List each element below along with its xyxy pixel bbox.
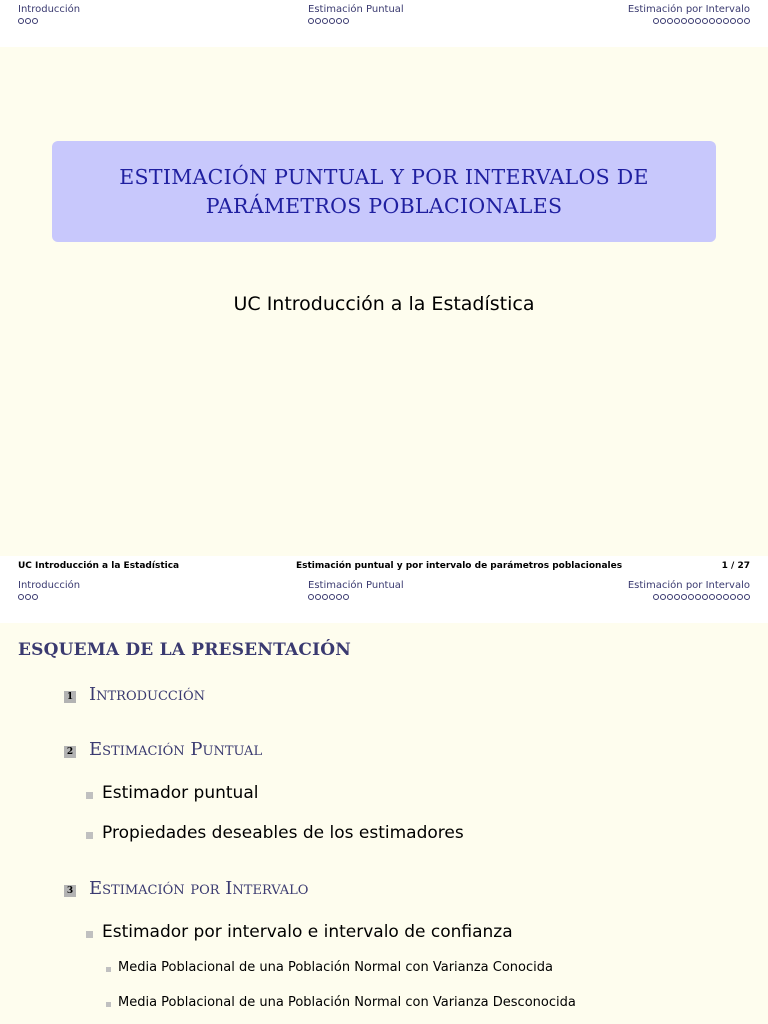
nav-section-label: Estimación por Intervalo xyxy=(627,4,750,15)
nav-section-estimacion-puntual[interactable] xyxy=(308,4,404,24)
frame-dot-icon[interactable] xyxy=(744,18,750,24)
nav-frame-dots[interactable] xyxy=(18,18,80,24)
section-navbar xyxy=(0,0,768,47)
section-number-badge: 2 xyxy=(64,746,76,758)
section-navbar xyxy=(0,576,768,623)
frame-dot-icon[interactable] xyxy=(336,18,342,24)
frame-dot-icon[interactable] xyxy=(343,594,349,600)
frame-dot-icon[interactable] xyxy=(730,594,736,600)
frame-dot-icon[interactable] xyxy=(329,18,335,24)
frame-dot-icon[interactable] xyxy=(329,594,335,600)
frame-dot-icon[interactable] xyxy=(315,594,321,600)
toc-section-title: Estimación por Intervalo xyxy=(89,878,309,899)
frame-dot-icon[interactable] xyxy=(674,594,680,600)
frame-dot-icon[interactable] xyxy=(308,18,314,24)
toc-subsection-label: Propiedades deseables de los estimadores xyxy=(102,823,464,843)
title-box xyxy=(52,141,716,242)
toc-subsection-label: Estimador puntual xyxy=(102,783,259,803)
bullet-square-icon xyxy=(86,792,93,799)
bullet-square-icon xyxy=(86,931,93,938)
nav-frame-dots[interactable] xyxy=(628,18,750,24)
section-number-badge: 1 xyxy=(64,691,76,703)
nav-section-label: Introducción xyxy=(18,580,81,591)
frame-dot-icon[interactable] xyxy=(681,594,687,600)
nav-section-estimacion-intervalo[interactable] xyxy=(628,4,750,24)
frame-dot-icon[interactable] xyxy=(716,594,722,600)
frame-dot-icon[interactable] xyxy=(32,594,38,600)
frame-dot-icon[interactable] xyxy=(730,18,736,24)
frame-dot-icon[interactable] xyxy=(18,18,24,24)
frame-dot-icon[interactable] xyxy=(322,18,328,24)
frame-dot-icon[interactable] xyxy=(702,18,708,24)
frame-dot-icon[interactable] xyxy=(709,594,715,600)
frame-dot-icon[interactable] xyxy=(723,18,729,24)
frame-dot-icon[interactable] xyxy=(18,594,24,600)
frame-dot-icon[interactable] xyxy=(25,18,31,24)
toc-subsubsection-label: Media Poblacional de una Población Normal con Varianza Conocida xyxy=(118,960,553,975)
footer-title: Estimación puntual y por intervalo de parámetros poblacionales xyxy=(296,561,623,571)
frame-dot-icon[interactable] xyxy=(737,594,743,600)
toc-subsubsection-label: Media Poblacional de una Población Normal con Varianza Desconocida xyxy=(118,995,576,1010)
nav-frame-dots[interactable] xyxy=(18,594,80,600)
footer-course: UC Introducción a la Estadística xyxy=(18,561,180,571)
frame-title: ESQUEMA DE LA PRESENTACIÓN xyxy=(18,640,352,660)
toc-subsubsection[interactable] xyxy=(106,960,553,975)
nav-section-label: Estimación Puntual xyxy=(308,580,404,591)
toc-subsubsection[interactable] xyxy=(106,995,576,1010)
frame-dot-icon[interactable] xyxy=(709,18,715,24)
outline-slide xyxy=(0,576,768,1024)
frame-dot-icon[interactable] xyxy=(660,594,666,600)
toc-section-1[interactable] xyxy=(64,684,205,705)
nav-section-estimacion-intervalo[interactable] xyxy=(628,580,750,600)
toc-subsection[interactable] xyxy=(86,922,513,942)
frame-dot-icon[interactable] xyxy=(308,594,314,600)
frame-dot-icon[interactable] xyxy=(744,594,750,600)
frame-dot-icon[interactable] xyxy=(667,594,673,600)
subtitle: UC Introducción a la Estadística xyxy=(233,293,535,315)
frame-dot-icon[interactable] xyxy=(336,594,342,600)
section-number-badge: 3 xyxy=(64,885,76,897)
footer xyxy=(0,556,768,576)
frame-dot-icon[interactable] xyxy=(315,18,321,24)
nav-frame-dots[interactable] xyxy=(628,594,750,600)
frame-dot-icon[interactable] xyxy=(322,594,328,600)
frame-dot-icon[interactable] xyxy=(737,18,743,24)
nav-section-label: Estimación Puntual xyxy=(308,4,404,15)
frame-dot-icon[interactable] xyxy=(681,18,687,24)
frame-dot-icon[interactable] xyxy=(674,18,680,24)
frame-dot-icon[interactable] xyxy=(695,18,701,24)
nav-section-label: Introducción xyxy=(18,4,81,15)
frame-dot-icon[interactable] xyxy=(688,594,694,600)
bullet-small-square-icon xyxy=(106,1002,111,1007)
frame-dot-icon[interactable] xyxy=(695,594,701,600)
bullet-small-square-icon xyxy=(106,967,111,972)
frame-dot-icon[interactable] xyxy=(660,18,666,24)
toc-subsection[interactable] xyxy=(86,823,464,843)
nav-section-estimacion-puntual[interactable] xyxy=(308,580,404,600)
frame-dot-icon[interactable] xyxy=(25,594,31,600)
toc-subsection-label: Estimador por intervalo e intervalo de confianza xyxy=(102,922,513,942)
frame-dot-icon[interactable] xyxy=(688,18,694,24)
toc-section-title: Estimación Puntual xyxy=(89,739,263,760)
frame-dot-icon[interactable] xyxy=(702,594,708,600)
footer-page-number: 1 / 27 xyxy=(721,561,750,571)
frame-dot-icon[interactable] xyxy=(667,18,673,24)
nav-section-introduccion[interactable] xyxy=(18,4,80,24)
nav-section-label: Estimación por Intervalo xyxy=(627,580,750,591)
toc-subsection[interactable] xyxy=(86,783,258,803)
toc-section-title: Introducción xyxy=(89,684,206,705)
title-line: PARÁMETROS POBLACIONALES xyxy=(205,193,563,218)
nav-frame-dots[interactable] xyxy=(308,594,404,600)
frame-dot-icon[interactable] xyxy=(716,18,722,24)
frame-dot-icon[interactable] xyxy=(723,594,729,600)
nav-frame-dots[interactable] xyxy=(308,18,404,24)
title-line: ESTIMACIÓN PUNTUAL Y POR INTERVALOS DE xyxy=(119,164,649,189)
toc-section-3[interactable] xyxy=(64,878,308,899)
frame-dot-icon[interactable] xyxy=(653,594,659,600)
frame-dot-icon[interactable] xyxy=(343,18,349,24)
bullet-square-icon xyxy=(86,832,93,839)
toc-section-2[interactable] xyxy=(64,739,262,760)
nav-section-introduccion[interactable] xyxy=(18,580,80,600)
frame-dot-icon[interactable] xyxy=(653,18,659,24)
frame-dot-icon[interactable] xyxy=(32,18,38,24)
